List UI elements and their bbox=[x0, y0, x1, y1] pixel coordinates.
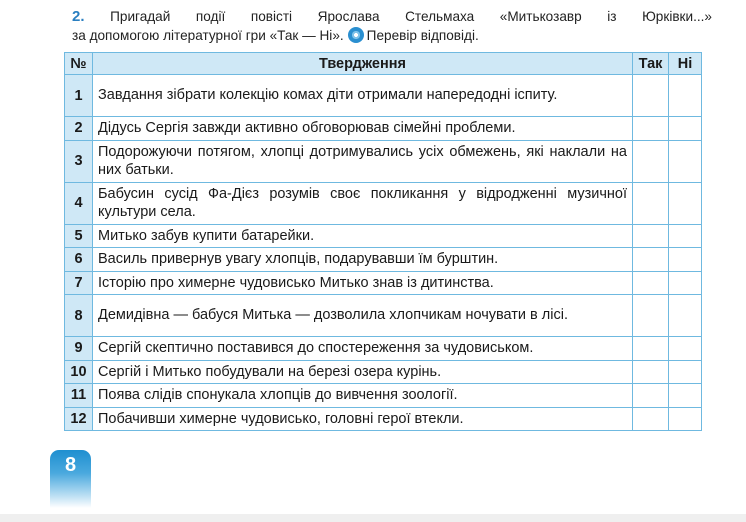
task-line-1 bbox=[72, 7, 712, 26]
yes-cell[interactable] bbox=[633, 337, 669, 361]
task-line-2 bbox=[72, 26, 712, 45]
yes-cell[interactable] bbox=[633, 117, 669, 141]
row-number: 9 bbox=[65, 337, 93, 361]
row-number: 6 bbox=[65, 248, 93, 272]
task-text-2b: Перевір відповіді. bbox=[366, 28, 479, 43]
statement-text: Сергій скептично поставився до спостереження за чудовиськом. bbox=[98, 340, 534, 356]
row-statement bbox=[93, 295, 633, 337]
statement-text: Побачивши химерне чудовисько, головні герої втекли. bbox=[98, 410, 464, 427]
yes-cell[interactable] bbox=[633, 224, 669, 248]
statement-text: Демидівна — бабуся Митька — дозволила хлопчикам ночувати в лісі. bbox=[98, 307, 568, 324]
no-cell[interactable] bbox=[669, 75, 702, 117]
row-statement bbox=[93, 407, 633, 431]
bottom-strip bbox=[0, 514, 746, 522]
yes-cell[interactable] bbox=[633, 295, 669, 337]
row-statement bbox=[93, 117, 633, 141]
table-row bbox=[65, 337, 702, 361]
statement-text: Василь привернув увагу хлопців, подарувавши їм бурштин. bbox=[98, 251, 499, 267]
no-cell[interactable] bbox=[669, 248, 702, 272]
yes-cell[interactable] bbox=[633, 271, 669, 295]
no-cell[interactable] bbox=[669, 224, 702, 248]
yes-cell[interactable] bbox=[633, 360, 669, 384]
table-row bbox=[65, 75, 702, 117]
page-number-badge bbox=[50, 450, 91, 508]
table-row bbox=[65, 360, 702, 384]
table-row bbox=[65, 248, 702, 272]
row-number: 2 bbox=[65, 117, 93, 141]
disc-icon bbox=[348, 27, 364, 43]
row-statement bbox=[93, 75, 633, 117]
row-statement bbox=[93, 271, 633, 295]
yes-cell[interactable] bbox=[633, 140, 669, 182]
statement-text: Бабусин сусід Фа-Дієз розумів своє покликання у відродженні музичної культури села. bbox=[98, 185, 627, 220]
row-number: 8 bbox=[65, 295, 93, 337]
table-row bbox=[65, 140, 702, 182]
task-text-1: Пригадай події повісті Ярослава Стельмаха «Митькозавр із Юрківки...» bbox=[110, 9, 712, 24]
row-statement bbox=[93, 337, 633, 361]
statement-text: Подорожуючи потягом, хлопці дотримувались усіх обмежень, які наклали на них батьки. bbox=[98, 143, 627, 178]
statement-text: Митько забув купити батарейки. bbox=[98, 227, 315, 244]
header-yes: Так bbox=[633, 53, 669, 75]
no-cell[interactable] bbox=[669, 337, 702, 361]
no-cell[interactable] bbox=[669, 117, 702, 141]
row-statement bbox=[93, 360, 633, 384]
table-header-row bbox=[65, 53, 702, 75]
row-number: 7 bbox=[65, 271, 93, 295]
row-statement bbox=[93, 224, 633, 248]
row-number: 5 bbox=[65, 224, 93, 248]
table-row bbox=[65, 271, 702, 295]
no-cell[interactable] bbox=[669, 295, 702, 337]
yes-cell[interactable] bbox=[633, 182, 669, 224]
header-num: № bbox=[65, 53, 93, 75]
statement-text: Сергій і Митько побудували на березі озера курінь. bbox=[98, 363, 442, 380]
header-no: Ні bbox=[669, 53, 702, 75]
no-cell[interactable] bbox=[669, 182, 702, 224]
table-row bbox=[65, 182, 702, 224]
table-row bbox=[65, 295, 702, 337]
table-row bbox=[65, 117, 702, 141]
row-number: 3 bbox=[65, 140, 93, 182]
row-number: 10 bbox=[65, 360, 93, 384]
no-cell[interactable] bbox=[669, 360, 702, 384]
table-row bbox=[65, 384, 702, 408]
table-row bbox=[65, 224, 702, 248]
no-cell[interactable] bbox=[669, 384, 702, 408]
row-statement bbox=[93, 248, 633, 272]
yes-cell[interactable] bbox=[633, 75, 669, 117]
yes-cell[interactable] bbox=[633, 407, 669, 431]
statement-text: Поява слідів спонукала хлопців до вивчення зоології. bbox=[98, 387, 458, 403]
row-number: 4 bbox=[65, 182, 93, 224]
no-cell[interactable] bbox=[669, 407, 702, 431]
statement-text: Історію про химерне чудовисько Митько знав із дитинства. bbox=[98, 274, 494, 291]
header-statement: Твердження bbox=[93, 53, 633, 75]
row-statement bbox=[93, 140, 633, 182]
page-number: 8 bbox=[64, 454, 77, 476]
task-instruction bbox=[72, 7, 712, 45]
task-number: 2. bbox=[72, 8, 85, 25]
row-number: 1 bbox=[65, 75, 93, 117]
no-cell[interactable] bbox=[669, 271, 702, 295]
statement-text: Завдання зібрати колекцію комах діти отримали напередодні іспиту. bbox=[98, 87, 558, 104]
yes-cell[interactable] bbox=[633, 248, 669, 272]
yes-cell[interactable] bbox=[633, 384, 669, 408]
no-cell[interactable] bbox=[669, 140, 702, 182]
row-statement bbox=[93, 182, 633, 224]
row-number: 11 bbox=[65, 384, 93, 408]
statement-text: Дідусь Сергія завжди активно обговорював сімейні проблеми. bbox=[98, 120, 516, 136]
task-text-2a: за допомогою літературної гри «Так — Ні». bbox=[72, 28, 344, 43]
row-number: 12 bbox=[65, 407, 93, 431]
table-row bbox=[65, 407, 702, 431]
yes-no-table bbox=[64, 52, 702, 431]
row-statement bbox=[93, 384, 633, 408]
